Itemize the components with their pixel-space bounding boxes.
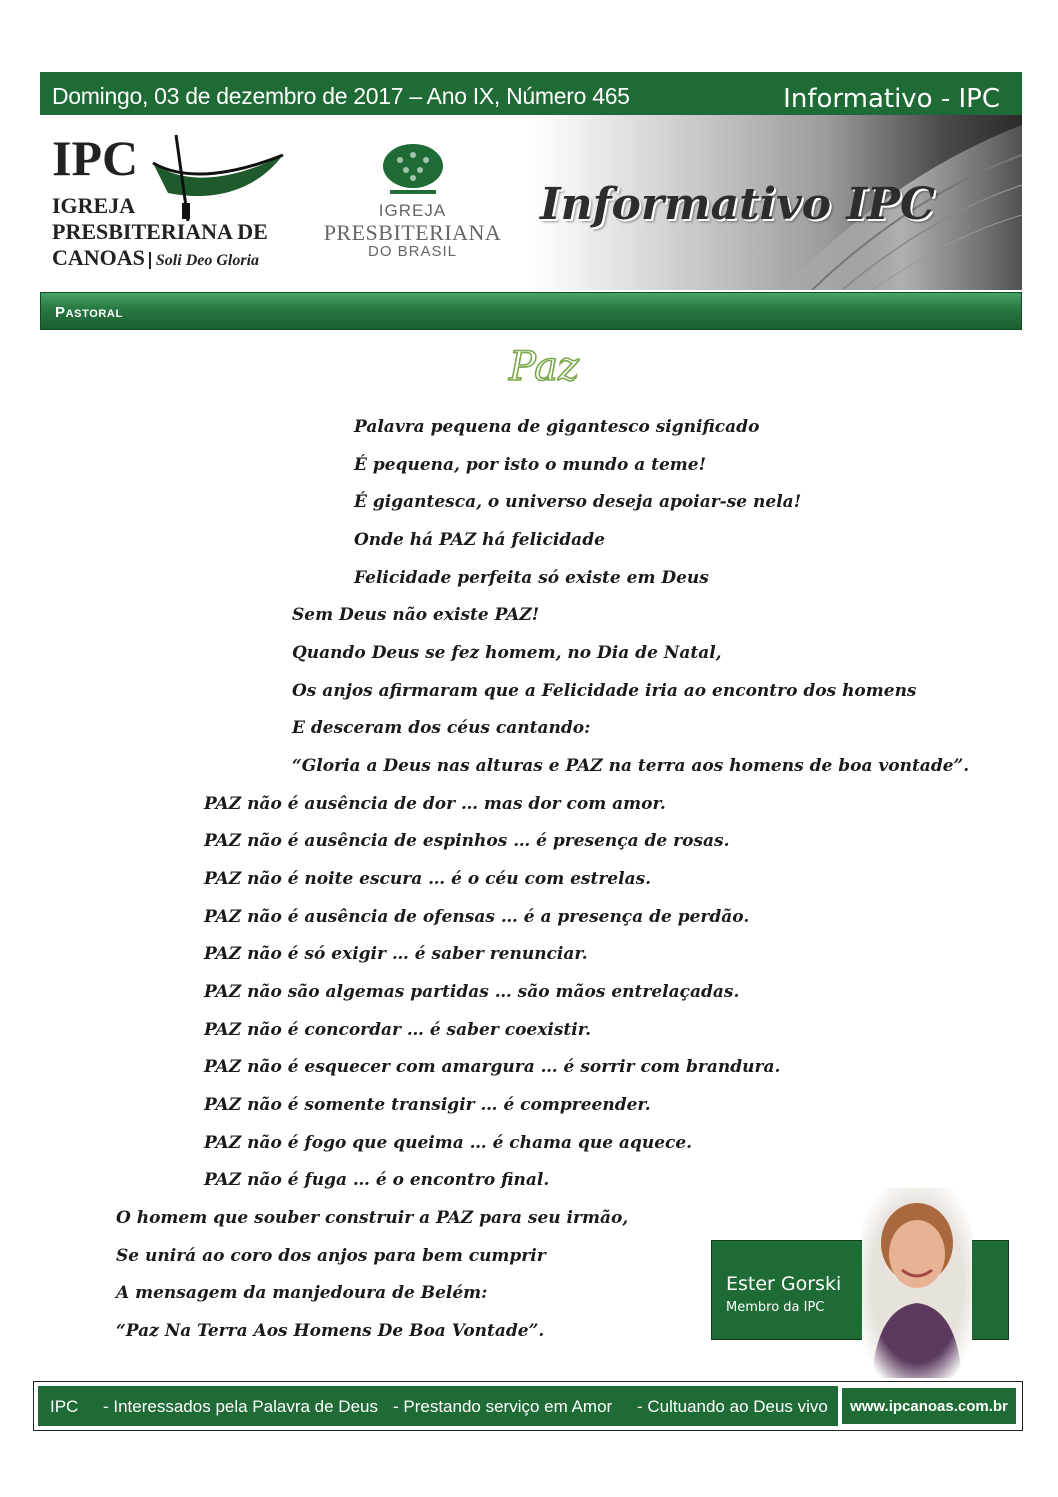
header-bar <box>40 72 1022 115</box>
section-label: Pastoral <box>55 304 123 321</box>
poem-line: Sem Deus não existe PAZ! <box>292 605 540 625</box>
footer-item: IPC <box>50 1397 79 1416</box>
footer-item: - Prestando serviço em Amor <box>393 1397 613 1416</box>
ipb-logo <box>320 140 505 280</box>
author-photo <box>862 1188 972 1378</box>
poem-line: PAZ não é fogo que queima … é chama que aquece. <box>204 1133 693 1153</box>
poem-line: “Paz Na Terra Aos Homens De Boa Vontade”. <box>116 1321 545 1341</box>
ipb-logo-line3: DO BRASIL <box>367 242 458 260</box>
footer-tagline <box>38 1386 838 1426</box>
poem-line: PAZ não é somente transigir … é compreender. <box>204 1095 651 1115</box>
newsletter-kicker: Informativo - IPC <box>783 84 1000 114</box>
poem-line: PAZ não é ausência de dor … mas dor com amor. <box>204 794 666 814</box>
ipc-logo-line2: PRESBITERIANA DE <box>52 219 268 244</box>
poem-line: Palavra pequena de gigantesco significado <box>354 417 760 437</box>
bush-icon <box>378 140 448 200</box>
poem-line: É gigantesca, o universo deseja apoiar-se nela! <box>354 492 802 512</box>
poem-line: Onde há PAZ há felicidade <box>354 530 605 550</box>
footer-bar <box>33 1381 1023 1431</box>
poem-line: PAZ não é esquecer com amargura … é sorrir com brandura. <box>204 1057 781 1077</box>
ipc-logo <box>52 130 302 283</box>
poem-title <box>494 336 594 406</box>
author-name: Ester Gorski <box>726 1273 842 1295</box>
poem-line: PAZ não é fuga … é o encontro final. <box>204 1170 550 1190</box>
poem-line: PAZ não é só exigir … é saber renunciar. <box>204 944 588 964</box>
section-header <box>40 292 1022 330</box>
website-url[interactable]: www.ipcanoas.com.br <box>850 1398 1008 1415</box>
ipc-logo-motto: Soli Deo Gloria <box>149 252 259 269</box>
poem-line: É pequena, por isto o mundo a teme! <box>354 455 707 475</box>
poem-line: Os anjos afirmaram que a Felicidade iria ao encontro dos homens <box>292 681 917 701</box>
poem-line: Felicidade perfeita só existe em Deus <box>354 568 709 588</box>
poem-line: E desceram dos céus cantando: <box>292 718 591 738</box>
poem-line: PAZ não é ausência de ofensas … é a presença de perdão. <box>204 907 750 927</box>
poem-line: “Gloria a Deus nas alturas e PAZ na terra aos homens de boa vontade”. <box>292 756 970 776</box>
poem-title-text: Paz <box>508 344 580 390</box>
poem-line: O homem que souber construir a PAZ para seu irmão, <box>116 1208 629 1228</box>
website-link[interactable] <box>840 1386 1018 1426</box>
ipc-logo-line1: IGREJA <box>52 193 136 218</box>
poem-line: PAZ não é ausência de espinhos … é presença de rosas. <box>204 831 730 851</box>
footer-item: - Cultuando ao Deus vivo <box>637 1397 828 1416</box>
author-role: Membro da IPC <box>726 1300 825 1315</box>
masthead-banner <box>40 115 1022 290</box>
poem-line: Se unirá ao coro dos anjos para bem cumprir <box>116 1246 546 1266</box>
poem-line: A mensagem da manjedoura de Belém: <box>116 1283 488 1303</box>
boat-icon <box>148 133 288 223</box>
poem-line: PAZ não é noite escura … é o céu com estrelas. <box>204 869 652 889</box>
poem-line: PAZ não é concordar … é saber coexistir. <box>204 1020 592 1040</box>
ipc-logo-acronym: IPC <box>52 130 139 186</box>
footer-item: - Interessados pela Palavra de Deus <box>103 1397 378 1416</box>
ipc-logo-city: CANOAS <box>52 245 145 270</box>
ipc-logo-line3 <box>52 247 259 269</box>
ipb-logo-line1: IGREJA <box>378 201 447 220</box>
poem-line: Quando Deus se fez homem, no Dia de Natal, <box>292 643 722 663</box>
issue-date: Domingo, 03 de dezembro de 2017 – Ano IX, Número 465 <box>52 83 630 109</box>
ipb-logo-line2: PRESBITERIANA <box>323 219 502 245</box>
newsletter-title: Informativo IPC <box>540 179 936 230</box>
poem-line: PAZ não são algemas partidas … são mãos entrelaçadas. <box>204 982 740 1002</box>
